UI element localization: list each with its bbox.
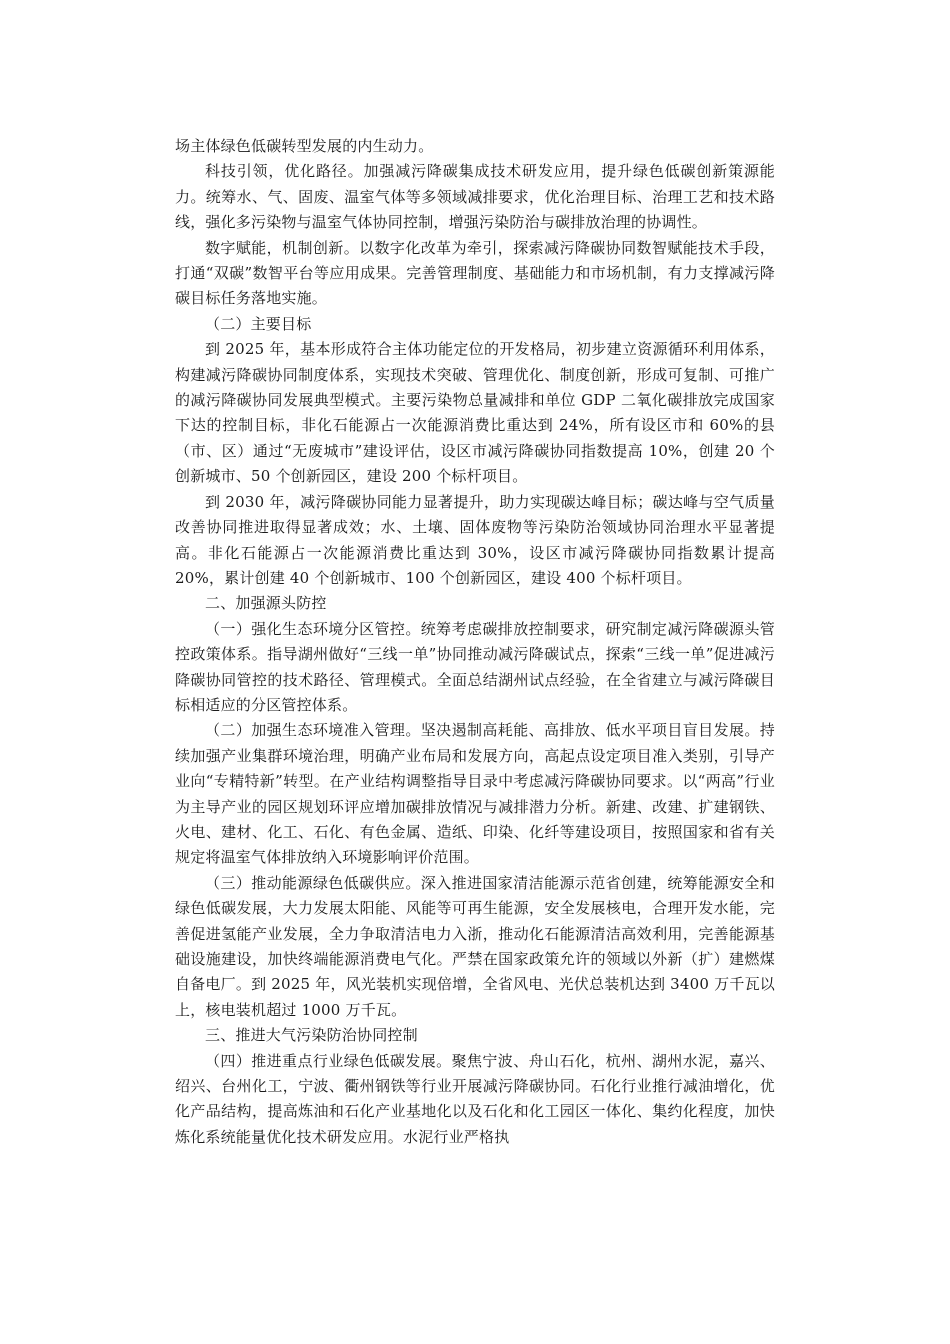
- section-heading-main-goals: （二）主要目标: [205, 314, 312, 333]
- paragraph-digital-empowerment: 数字赋能，机制创新。以数字化改革为牵引，探索减污降碳协同数智赋能技术手段，打通“双碳”数智平台等应用成果。完善管理制度、基础能力和市场机制，有力支撑减污降碳目标任务落地实施。: [175, 238, 775, 308]
- paragraph-access-management: （二）加强生态环境准入管理。坚决遏制高耗能、高排放、低水平项目盲目发展。持续加强产业集群环境治理，明确产业布局和发展方向，高起点设定项目准入类别，引导产业向“专精特新”转型。在产业结构调整指导目录中考虑减污降碳协同要求。以“两高”行业为主导产业的园区规划环评应增加碳排放情况与减排潜力分析。新建、改建、扩建钢铁、火电、建材、化工、石化、有色金属、造纸、印染、化纤等建设项目，按照国家和省有关规定将温室气体排放纳入环境影响评价范围。: [175, 721, 775, 867]
- paragraph-zoning-control: （一）强化生态环境分区管控。统筹考虑碳排放控制要求，研究制定减污降碳源头管控政策体系。指导湖州做好“三线一单”协同推动减污降碳试点，探索“三线一单”促进减污降碳协同管控的技术路径、管理模式。全面总结湖州试点经验，在全省建立与减污降碳目标相适应的分区管控体系。: [175, 619, 775, 714]
- document-page: [175, 134, 775, 1150]
- section-heading-source-control: 二、加强源头防控: [205, 594, 327, 613]
- paragraph-continuation: 场主体绿色低碳转型发展的内生动力。: [175, 137, 434, 155]
- paragraph-goals-2025: 到 2025 年，基本形成符合主体功能定位的开发格局，初步建立资源循环利用体系，构建减污降碳协同制度体系，实现技术突破、管理优化、制度创新，形成可复制、可推广的减污降碳协同发展典型模式。主要污染物总量减排和单位 GDP 二氧化碳排放完成国家下达的控制目标，非化石能源占一次能源消费比重达到 24%，所有设区市和 60%的县（市、区）通过“无废城市”建设评估，设区市减污降碳协同指数提高 10%，创建 20 个创新城市、50 个创新园区，建设 200 个标杆项目。: [175, 340, 775, 486]
- paragraph-tech-leading: 科技引领，优化路径。加强减污降碳集成技术研发应用，提升绿色低碳创新策源能力。统筹水、气、固废、温室气体等多领域减排要求，优化治理目标、治理工艺和技术路线，强化多污染物与温室气体协同控制，增强污染防治与碳排放治理的协调性。: [175, 162, 775, 232]
- paragraph-energy-supply: （三）推动能源绿色低碳供应。深入推进国家清洁能源示范省创建，统筹能源安全和绿色低碳发展，大力发展太阳能、风能等可再生能源，安全发展核电，合理开发水能，完善促进氢能产业发展，全力争取清洁电力入浙，推动化石能源清洁高效利用，完善能源基础设施建设，加快终端能源消费电气化。严禁在国家政策允许的领域以外新（扩）建燃煤自备电厂。到 2025 年，风光装机实现倍增，全省风电、光伏总装机达到 3400 万千瓦以上，核电装机超过 1000 万千瓦。: [175, 873, 775, 1019]
- section-heading-air-pollution: 三、推进大气污染防治协同控制: [205, 1026, 418, 1045]
- paragraph-goals-2030: 到 2030 年，减污降碳协同能力显著提升，助力实现碳达峰目标；碳达峰与空气质量改善协同推进取得显著成效；水、土壤、固体废物等污染防治领域协同治理水平显著提高。非化石能源占一次能源消费比重达到 30%，设区市减污降碳协同指数累计提高 20%，累计创建 40 个创新城市、100 个创新园区，建设 400 个标杆项目。: [175, 492, 775, 587]
- paragraph-key-industries: （四）推进重点行业绿色低碳发展。聚焦宁波、舟山石化，杭州、湖州水泥，嘉兴、绍兴、台州化工，宁波、衢州钢铁等行业开展减污降碳协同。石化行业推行减油增化，优化产品结构，提高炼油和石化产业基地化以及石化和化工园区一体化、集约化程度，加快炼化系统能量优化技术研发应用。水泥行业严格执: [175, 1051, 775, 1146]
